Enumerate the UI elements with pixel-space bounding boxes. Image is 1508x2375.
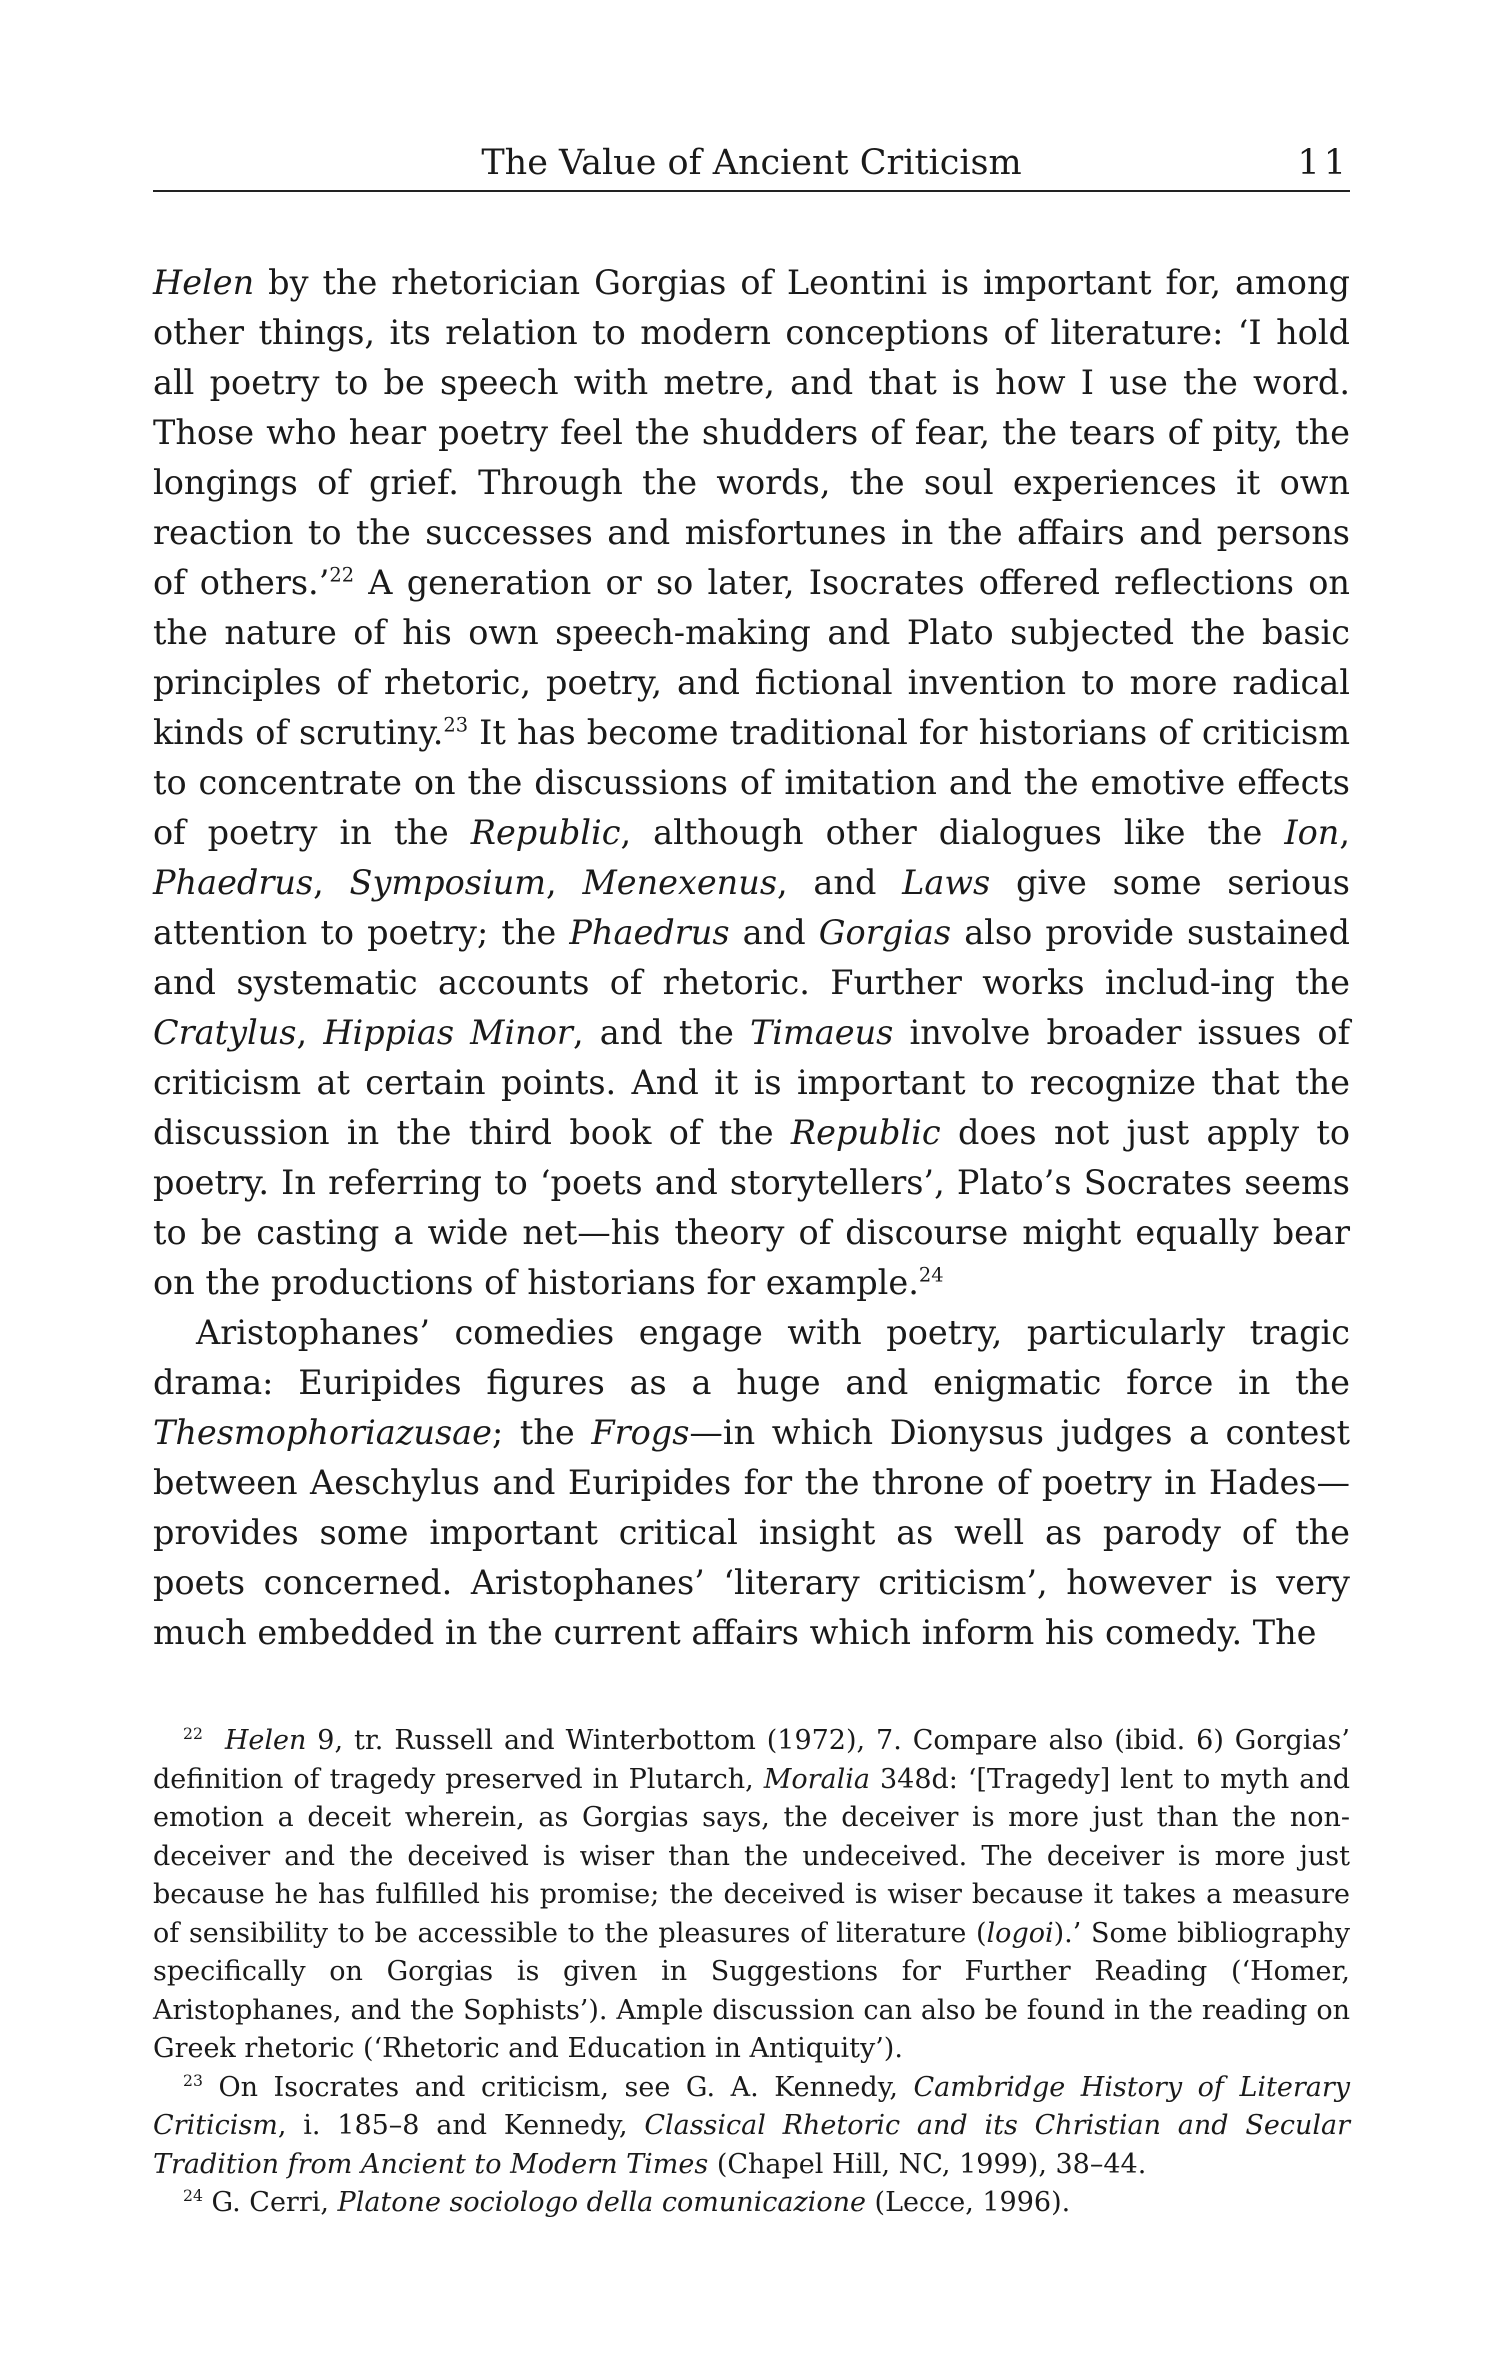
footnote-ref-24[interactable]: 24 — [918, 1263, 944, 1287]
text-run: , — [546, 863, 583, 902]
text-run: , i. 185–8 and Kennedy, — [277, 2110, 645, 2141]
italic-title: Gorgias — [818, 913, 952, 952]
footnote-22 — [153, 1722, 1350, 2069]
text-run: Aristophanes’ comedies engage with poetry, particularly tragic drama: Euripides figures as a huge and enigmatic force in the — [153, 1313, 1350, 1402]
italic-title: Platone sociologo della comunicazione — [337, 2187, 866, 2218]
italic-title: Helen — [224, 1725, 307, 1756]
italic-title: Symposium — [349, 863, 547, 902]
running-header — [153, 142, 1350, 192]
text-run: , and the — [572, 1013, 750, 1052]
italic-title: Ion — [1284, 813, 1340, 852]
footnote-number: 23 — [183, 2070, 203, 2090]
text-run: does not just apply to poetry. In referring to ‘poets and storytellers’, Plato’s Socrates seems to be casting a wide net—his theory of discourse might equally bear on the productions of historians for example. — [153, 1113, 1351, 1302]
text-run: (Chapel Hill, NC, 1999), 38–44. — [708, 2148, 1147, 2180]
text-run: involve broader issues of criticism at certain points. And it is important to recognize that the discussion in the third book of the — [153, 1013, 1350, 1152]
italic-title: Cratylus — [153, 1013, 297, 1052]
italic-title: Thesmophoriazusae — [153, 1413, 492, 1452]
italic-title: Timaeus — [749, 1013, 894, 1052]
footnote-number: 22 — [183, 1723, 203, 1743]
text-run: , and — [777, 863, 903, 902]
text-run: , — [313, 863, 350, 902]
footnote-number: 24 — [183, 2185, 203, 2205]
footnote-24 — [153, 2184, 1350, 2223]
text-run: ; the — [491, 1413, 592, 1452]
text-run: G. Cerri, — [202, 2187, 338, 2218]
text-run: On Isocrates and criticism, see G. A. Kennedy, — [202, 2071, 914, 2103]
text-run: A generation or so later, Isocrates offered reflections on the nature of his own speech-making and Plato subjected the basic principles of rhetoric, poetry, and fictional invention to more radical kinds of scrutiny. — [153, 563, 1350, 752]
text-run: 348d: ‘[Tragedy] lent to myth and emotion a deceit wherein, as Gorgias says, the deceiver is more just than the non-deceiver and the deceived is wiser than the undeceived. The deceiver is more just because he has fulfilled his promise; the deceived is wiser because it takes a measure of sensibility to be accessible to the pleasures of literature ( — [153, 1763, 1350, 1949]
italic-title: Cambridge History of Literary Criticism — [153, 2071, 1351, 2141]
text-run: It has become traditional for historians of criticism to concentrate on the discussions of imitation and the emotive effects of poetry in the — [153, 713, 1350, 852]
italic-title: Helen — [153, 263, 255, 302]
italic-title: Phaedrus — [153, 863, 314, 902]
italic-title: Phaedrus — [569, 913, 730, 952]
text-run: , — [296, 1013, 324, 1052]
italic-title: logoi — [986, 1917, 1054, 1949]
italic-title: Frogs — [591, 1413, 690, 1452]
italic-title: Menexenus — [582, 863, 778, 902]
italic-title: Moralia — [763, 1763, 870, 1795]
text-run: also provide sustained and systematic accounts of rhetoric. Further works includ-ing the — [153, 913, 1350, 1002]
italic-title: Republic — [790, 1113, 941, 1152]
running-title: The Value of Ancient Criticism — [481, 143, 1022, 183]
italic-title: Republic — [470, 813, 621, 852]
footnotes — [153, 1722, 1350, 2223]
footnote-23 — [153, 2069, 1350, 2185]
text-run: give some serious attention to poetry; the — [153, 863, 1350, 952]
italic-title: Laws — [902, 863, 991, 902]
main-text — [153, 258, 1350, 1658]
text-run: 9, tr. Russell and Winterbottom (1972), 7. Compare also (ibid. 6) Gorgias’ definition of tragedy preserved in Plutarch, — [153, 1725, 1350, 1795]
text-run: by the rhetorician Gorgias of Leontini is important for, among other things, its relation to modern conceptions of literature: ‘I hold all poetry to be speech with metre, and that is how I use the word. Those who hear poetry feel the shudders of fear, the tears of pity, the longings of grief. Through the words, the soul experiences it own reaction to the successes and misfortunes in the affairs and persons of others.’ — [153, 263, 1350, 602]
italic-title: Classical Rhetoric and its Christian and Secular Tradition from Ancient to Modern Times — [153, 2110, 1350, 2180]
text-run: and — [729, 913, 819, 952]
text-run: , although other dialogues like the — [620, 813, 1285, 852]
text-run: , — [1339, 813, 1351, 852]
footnote-ref-22[interactable]: 22 — [329, 563, 355, 587]
italic-title: Hippias Minor — [323, 1013, 573, 1052]
footnote-ref-23[interactable]: 23 — [443, 713, 469, 737]
text-run: ).’ Some bibliography specifically on Gorgias is given in Suggestions for Further Reading (‘Homer, Aristophanes, and the Sophists’). Ample discussion can also be found in the reading on Greek rhetoric (‘Rhetoric and Education in Antiquity’). — [153, 1917, 1351, 2064]
text-run: —in which Dionysus judges a contest between Aeschylus and Euripides for the throne of poetry in Hades—provides some important critical insight as well as parody of the poets concerned. Aristophanes’ ‘literary criticism’, however is very much embedded in the current affairs which inform his comedy. The — [153, 1413, 1351, 1652]
page-number: 11 — [1297, 143, 1350, 183]
paragraph-2 — [153, 1308, 1350, 1658]
text-run: (Lecce, 1996). — [865, 2187, 1071, 2218]
paragraph-1 — [153, 258, 1350, 1308]
